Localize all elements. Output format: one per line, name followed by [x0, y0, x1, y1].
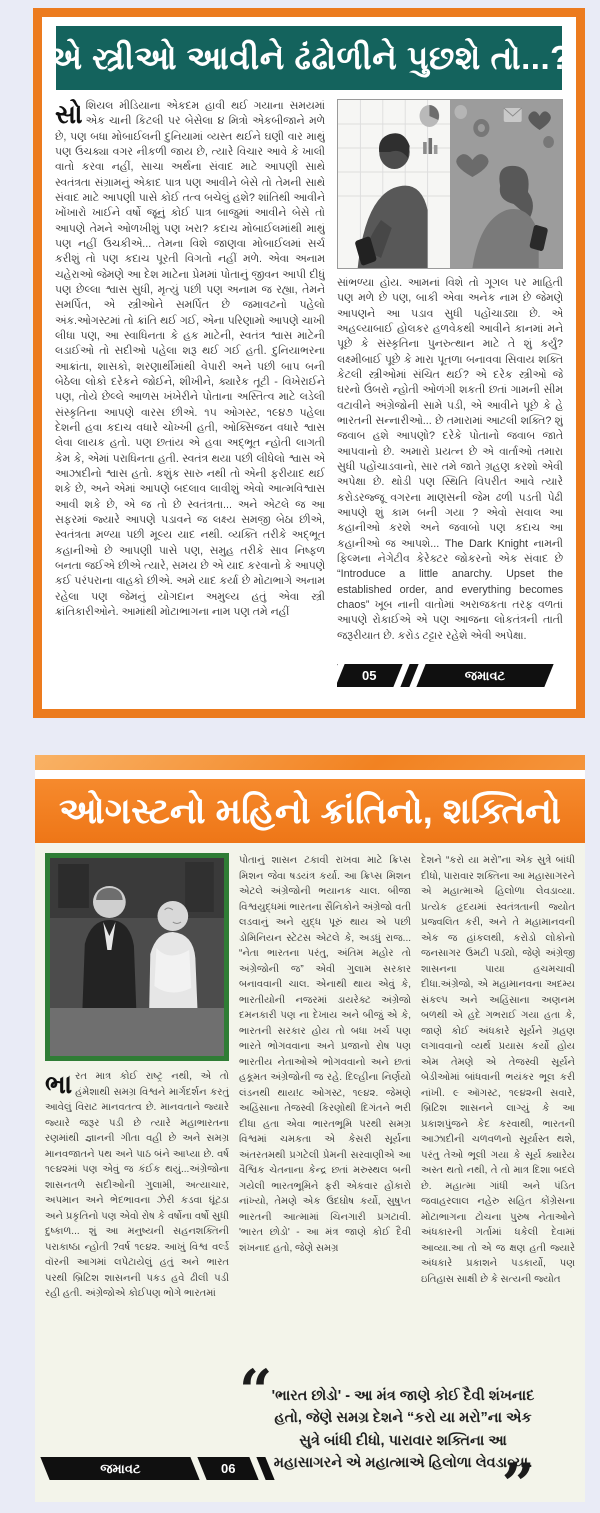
article-page-05	[33, 8, 585, 718]
header-white-strip	[35, 770, 585, 779]
magazine-name-badge: જમાવટ	[416, 664, 553, 687]
column-left	[45, 853, 229, 1453]
page-number-badge: 05	[337, 664, 403, 687]
page-title: એ સ્ત્રીઓ આવીને ઢંઢોળીને પુછશે તો...?	[47, 38, 571, 76]
page-05-title-band	[47, 26, 571, 90]
page-05-footer	[337, 664, 549, 687]
column-left-text-wrap	[45, 1069, 229, 1302]
page-05-card	[42, 17, 576, 709]
pull-quote: “ 'ભારત છોડો' - આ મંત્ર જાણે કોઈ દૈવી શંખનાદ હતો, જેણે સમગ્ર દેશને “કરો યા મરો”ના એક સુત્રે બાંધી દીધો, પારાવાર શક્તિના આ મહાસાગરને એ મહાત્માએ હિલોળા લેવડાવ્યા. ”	[235, 1377, 571, 1479]
article-page-06	[35, 755, 585, 1502]
page-06-title-band	[35, 779, 585, 843]
column-right-text: સાંભળ્યા હોય. આમનાં વિશે તો ગૂગલ પર માહિતી પણ મળે છે પણ, બાકી એવા અનેક નામ છે જેમણે આપણને આ પડાવ સુધી પહોંચાડ્યા છે. એ અહલ્યાબાઈ હોલકર હળવેકથી આવીને કાનમાં મને પૂછે કે સંસ્કૃતિના પુનરુત્થાન માટે તે શું કર્યું? લક્ષ્મીબાઈ પૂછે કે મારા પૂતળા બનાવવા સિવાય શક્તિ કેટલી સ્ત્રીઓમાં સંચિત થઈ? એ દરેક સ્ત્રીઓ જે ઘરનો ઉંબરો ન્હોતી ઓળંગી શકતી છતાં ગામની સીમ વટાવીને અંગ્રેજોની સામે પડી, એ આવીને પૂછે કે હે ભારતની સન્નારીઓ... છે તમારામાં આટલી શક્તિ? શું જવાબ હશે આપણો? દરેકે પોતાનો જવાબ જાતે આપવાનો છે. અમારો પ્રયત્ન છે એ વાર્તાઓ તમારા સુધી પહોંચાડવાનો, સાર તમે જાતે ગ્રહણ કરશો એવી અપેક્ષા છે. થોડી પણ સ્થિતિ વિપરીત આવે ત્યારે કરોડરજ્જૂ વગરના માણસની જેમ ઢળી પડતી પેઢી આપણે શું કામ બની ગયા ? એવો સવાલ આ કહાનીઓ કરશે અને જવાબો પણ કદાચ આ કહાનીઓ જ આપશે... The Dark Knight નામની ફિલ્મના નેગેટીવ કેરેક્ટર જોકરનો એક સંવાદ છે “Introduce a little anarchy. Upset the established order, and everything becomes chaos” ખૂબ નાની વાતોમાં અરાજકતા તરફ વળતાં આપણે રોકાઈએ એ પણ આજના લોકતંત્રની તાતી જરૂરીયાત છે. કરોડ ટટ્ટાર રહેશે એવી અપેક્ષા.	[337, 277, 563, 642]
column-left-text: શિયલ મીડિયાના એકદમ હાવી થઈ ગયાના સમયમાં એક ચાની કિટલી પર બેસેલા ૪ મિત્રો એકબીજાને મળે છે, પણ બધા મોબાઈલની દુનિયામાં વ્યસ્ત થઈને ઘણી વાર માથું પણ ઉચક્યા વગર નીકળી જાય છે, ત્યારે વિચાર આવે કે ખાલી વાતો કરવા નહીં, સાચા અર્થના સંવાદ માટે આપણી સાથે સ્વતંત્રતા સંગ્રામનું એકાદ પાત્ર પણ આવીને બેસે તો તેમની સાથે સંવાદ માટે આપણી પાસે કોઈ તત્વ બચેલું હશે? શાંતિથી આવીને ખોંખારો ખાઈને વર્ષો જૂનું કોઈ પાત્ર બાજુમાં આવીને બેસે તો આપણે તેમને ઓળખીશું પણ ખરા? કદાચ મોબાઈલમાંથી માથું પણ નહીં ઉચકીએ... તેમના વિશે જાણવા મોબાઈલમાં સર્ચ કરીશું તો પણ કદાચ પૂરતી વિગતો નહીં મળે. એવા અનામ ચહેરાઓ જેમણે આ દેશ માટેના પ્રેમમાં પોતાનું જીવન આપી દીધું પણ છેલ્લા શ્વાસ સુધી, મૃત્યું પછી પણ અનામ જ રહ્યા, તેમને સમર્પિત, એ સ્ત્રીઓને સમર્પિત છે જમાવટનો પહેલો અંક.ઓગસ્ટમાં તો ક્રાંતિ થઈ ગઈ, એના પરિણામો આપણે ચાખી લીધા પણ, આ સ્વાધિનતા કે હક માટેની, સ્વતંત્ર શ્વાસ માટેની લડાઈઓ તો સદીઓ પહેલા શરૂ થઈ ગઈ હતી. દુનિયાભરના આક્રાંતા, શાસકો, શરણાર્થીમાંથી વેપારી અને પછી બાપ બની બેઠેલા લોકો દરેકને જોઈને, શીખીને, ક્યારેક તૂટી - વિખેરાઈને પણ, તોયે છેલ્લે આળસ ખંખેરીને પોતાના અસ્તિત્વ માટે લડેલી સંસ્કૃતિના આપણે વારસ છીએ. ૧૫ ઓગસ્ટ, ૧૯૪૭ પહેલા દેશની હવા કદાચ વધારે ચોખ્ખી હતી, ઓક્સિજન વધારે શ્વાસ લેવા લાયક હતો. પણ છતાંય એ હવા અદ્ભૂત ન્હોતી લાગતી કેમ કે, એમાં પરાધિનતા હતી. સ્વતંત્ર થયા પછી લીધેલો શ્વાસ એ આઝાદીનો શ્વાસ હતો. કશુંક સારુ નથી તો એની ફરીયાદ થઈ શકે છે, અને એમાં આપણે બદલાવ લાવીશું એવો આત્મવિશ્વાસ આવી શકે છે, એ જ તો છે સ્વતંત્રતા... અને એટલે જ આ સફરમાં જ્યારે આપણે પડાવને જ લક્ષ્ય સમજી બેઠા છીએ, સ્વતંત્રતા મળ્યા પછી મૂલ્ય યાદ નથી. વ્યક્તિ તરીકે અદ્ભૂત કહાનીઓ છે આપણી પાસે પણ, સમુહ તરીકે સાવ નિષ્ફળ બનતા જઈએ છીએ ત્યારે, સમય છે એ યાદ કરવાનો કે આપણે કઈ પરંપરાના વાહકો છીએ. અમે યાદ કર્યા છે મોટાભાગે અનામ રહેલા પણ જેમનું યોગદાન અમુલ્ય હતું એવા સ્ત્રી ક્રાંતિકારીઓને. આમાંથી મોટાભાગના નામ પણ તમે નહીં	[55, 100, 325, 618]
page-06-footer	[45, 1457, 270, 1480]
gandhi-photo	[45, 853, 229, 1061]
page-05-body	[55, 99, 563, 699]
column-middle: પોતાનું શાસન ટકાવી રાખવા માટે ક્રિપ્સ મિશન જેવા ષડયંત્ર કર્યા. આ ક્રિપ્સ મિશન એટલે અંગ્રેજોની ભયાનક ચાલ. બીજા વિશ્વયુદ્ધમાં ભારતના સૈનિકોને અંગ્રેજો વતી લડવાનું અને યુદ્ધ પૂરું થાય એ પછી ડોમિનિયન સ્ટેટસ એટલે કે, અડધું રાજ... “નેતા ભારતના પરંતુ, અંતિમ મહોર તો અંગ્રેજોની જ” એવી ગુલામ સરકાર બનાવવાની ચાલ. એનાથી થાય એવું કે, ભારતીયોની નજરમાં ડાયરેક્ટ અંગ્રેજો દમનકારી પણ ના દેખાય અને બીજું એ કે, ભારતની સરકાર હોય તો બધા ખર્ચ પણ ભારતે ભોગવવાના અને પ્રજાનો રોષ પણ ભારતીય નેતાઓએ ભોગવવાનો અને છતાં હકૂમત અંગ્રેજોની જ રહે. દિલ્હીના નિર્ણયો લંડનથી થાય!૮ ઓગસ્ટ, ૧૯૪૨. જેમણે અહિંસાના તેજસ્વી કિરણોથી દિગંતને ભરી દીધા હતા એવા ભારતભૂમિ પરથી સમગ્ર વિશ્વમાં ચમકતા એ કેસરી સૂર્યના અંતરતમથી પ્રગટેલી પ્રેમની સરવાણીએ આ વૈશ્વિક ચેતનાના કેન્દ્ર છતાં મરુસ્થલ બની ગયેલી ભારતભૂમિને ફરી એકવાર હોંકારો નાંખ્યો, તેમણે એક ઉદઘોષ કર્યો, સુષુપ્ત ભારતની આત્મામાં ચિનગારી પ્રગટાવી. 'ભારત છોડો' - આ મંત્ર જાણે કોઈ દૈવી શંખનાદ હતો, જેણે સમગ્ર	[239, 855, 411, 1254]
page-number-badge: 06	[197, 1457, 258, 1480]
phone-absorbed-couple-illustration	[338, 100, 562, 268]
page-title: ઓગસ્ટનો મહિનો ક્રાંતિનો, શક્તિનો	[59, 789, 561, 831]
column-right: દેશને “કરો યા મરો”ના એક સુત્રે બાંધી દીધો, પારાવાર શક્તિના આ મહાસાગરને એ મહાત્માએ હિલોળા લેવડાવ્યા. પ્રત્યેક હૃદયમાં સ્વતંત્રતાની જ્યોત પ્રજ્વલિત કરી, અને તે મહામાનવની એક જ હાંકલથી, કરોડો લોકોનો જનસાગર ઉમટી પડ્યો, જેણે અંગ્રેજી શાસનના પાયા હચમચાવી દીધા.અંગ્રેજો, એ મહામાનવના અદમ્ય સંકલ્પ અને અહિંસાના અણનમ બળથી એ હદે ગભરાઈ ગયા હતા કે, જાણે કોઈ અંધકારે સૂર્યને ગ્રહણ લગાવવાનો વ્યર્થ પ્રયાસ કર્યો હોય એમ તેમણે એ તેજસ્વી સૂર્યને બેડીઓમાં બાંધવાની ભયંકર ભૂલ કરી નાંખી. ૯ ઑગસ્ટ, ૧૯૪૨ની સવારે, બ્રિટિશ શાસનને લાગ્યું કે આ પ્રકાશપુંજને કેદ કરવાથી, ભારતની આઝાદીની ચળવળનો સૂર્યાસ્ત થશે, પરંતુ તેઓ ભૂલી ગયા કે સૂર્ય ક્યારેય અસ્ત થતો નથી, તે તો માત્ર દિશા બદલે છે. મહાત્મા ગાંધી અને પંડિત જવાહરલાલ નહેરુ સહિત કોંગ્રેસના મોટાભાગના ટોચના પુરુષ નેતાઓને અંધકારની ગર્તામાં ધકેલી દેવામાં આવ્યા.આ તો એ જ ક્ષણ હતી જ્યારે અંધકારે પ્રકાશને પડકાર્યો, પણ ઇતિહાસ સાક્ષી છે કે સત્યની જ્યોત	[421, 855, 575, 1285]
gandhi-with-statesman-photo	[50, 858, 224, 1056]
slash-divider	[400, 664, 418, 687]
drop-cap: સો	[55, 99, 83, 129]
column-right	[337, 99, 563, 699]
page-06-body	[35, 843, 585, 1453]
magazine-name-badge: જમાવટ	[40, 1457, 199, 1480]
drop-cap: ભા	[45, 1069, 73, 1099]
column-left	[55, 99, 325, 699]
pull-quote-text: 'ભારત છોડો' - આ મંત્ર જાણે કોઈ દૈવી શંખનાદ હતો, જેણે સમગ્ર દેશને “કરો યા મરો”ના એક સુત્રે બાંધી દીધો, પારાવાર શક્તિના આ મહાસાગરને એ મહાત્માએ હિલોળા લેવડાવ્યા.	[271, 1388, 535, 1472]
page-06-header	[35, 755, 585, 843]
social-media-illustration	[337, 99, 563, 269]
column-left-text: રત માત્ર કોઈ રાષ્ટ્ર નથી, એ તો હંમેશાથી સમગ્ર વિશ્વને માર્ગદર્શન કરતું આવેલું વિરાટ માનવતત્વ છે. માનવતાને જ્યારે જ્યારે જરૂર પડી છે ત્યારે મહાભારતના રણમાંથી જ્ઞાનની ગીતા વહી છે અને સમગ્ર માનવજાતને પથ અને પાઠ બંને આપ્યા છે. વર્ષ ૧૯૪૨માં પણ એવું જ કંઈક થયું...અંગ્રેજોના શાસનતળે સદીઓની ગુલામી, અત્યાચાર, અપમાન અને ભેદભાવના ઝેરી કડવા ઘૂંટડા અને પ્રકૃતિનો પણ એવો રોષ કે વર્ષોના વર્ષો સુધી દુષ્કાળ... શું આ મનુષ્યની સહનશક્તિની પરાકાષ્ઠા ન્હોતી ?વર્ષ ૧૯૪૨. આખું વિશ્વ વર્લ્ડ વૉરની આગમાં લપેટાયેલું હતું અને ભારત પરથી બ્રિટિશ શાસનની પકડ હવે ઢીલી પડી રહી હતી. અંગ્રેજોએ કોઈપણ ભોગે ભારતમાં	[45, 1071, 229, 1299]
